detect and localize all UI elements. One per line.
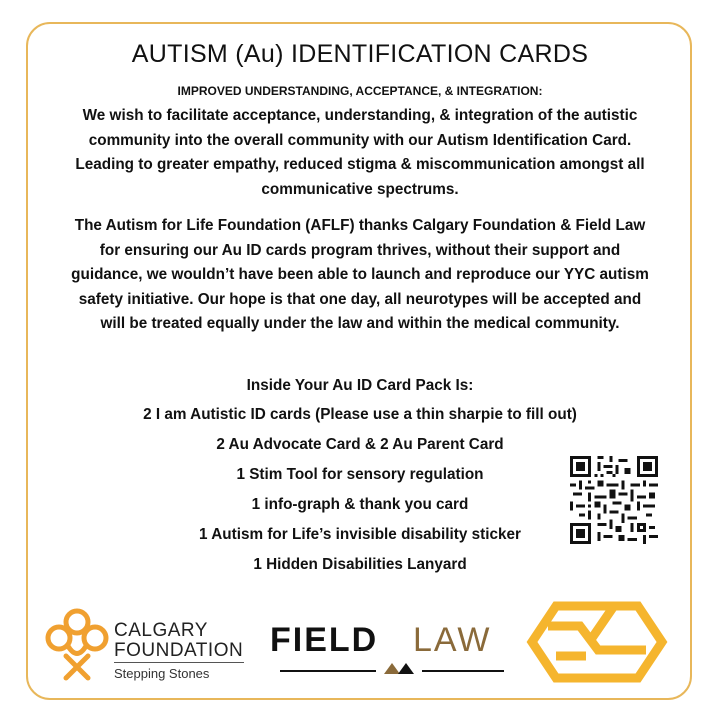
pack-item: 2 Au Advocate Card & 2 Au Parent Card <box>216 436 504 453</box>
thanks-paragraph: The Autism for Life Foundation (AFLF) thanks Calgary Foundation & Field Law for ensuring our Au ID cards program thrives, without their support and guidance, we wouldn’t have been able to launch and reproduce our YYC autism safety initiative. Our hope is that one day, all neurotypes will be accepted and will be treated equally under the law and within the medical community. <box>71 217 649 332</box>
calgary-divider <box>114 662 244 663</box>
calgary-foundation-line1: CALGARY <box>114 620 208 641</box>
page-title: AUTISM (Au) IDENTIFICATION CARDS <box>131 40 589 68</box>
calgary-foundation-tagline: Stepping Stones <box>114 666 210 681</box>
page-subtitle: IMPROVED UNDERSTANDING, ACCEPTANCE, & INTEGRATION: <box>177 84 543 98</box>
stacked-hexagon-logo-icon <box>526 598 668 686</box>
intro-paragraph: We wish to facilitate acceptance, understanding, & integration of the autistic community into the overall community with our Autism Identification Card. Leading to greater empathy, reduced stigma & miscommunication amongst all communicative spectrums. <box>75 107 645 198</box>
pack-item: 2 I am Autistic ID cards (Please use a thin sharpie to fill out) <box>143 406 577 423</box>
field-law-word2: LAW <box>413 621 492 659</box>
field-law-word1: FIELD <box>270 621 379 659</box>
calgary-foundation-line2: FOUNDATION <box>114 640 244 661</box>
pack-item: 1 Autism for Life’s invisible disability sticker <box>199 526 521 543</box>
pack-title: Inside Your Au ID Card Pack Is: <box>246 377 474 394</box>
pack-item: 1 info-graph & thank you card <box>251 496 469 513</box>
qr-code-icon[interactable] <box>570 456 658 544</box>
field-law-triangle-mark-icon <box>280 660 504 676</box>
pack-item: 1 Stim Tool for sensory regulation <box>236 466 484 483</box>
clover-knot-logo-icon <box>42 606 112 684</box>
pack-item: 1 Hidden Disabilities Lanyard <box>253 556 467 573</box>
